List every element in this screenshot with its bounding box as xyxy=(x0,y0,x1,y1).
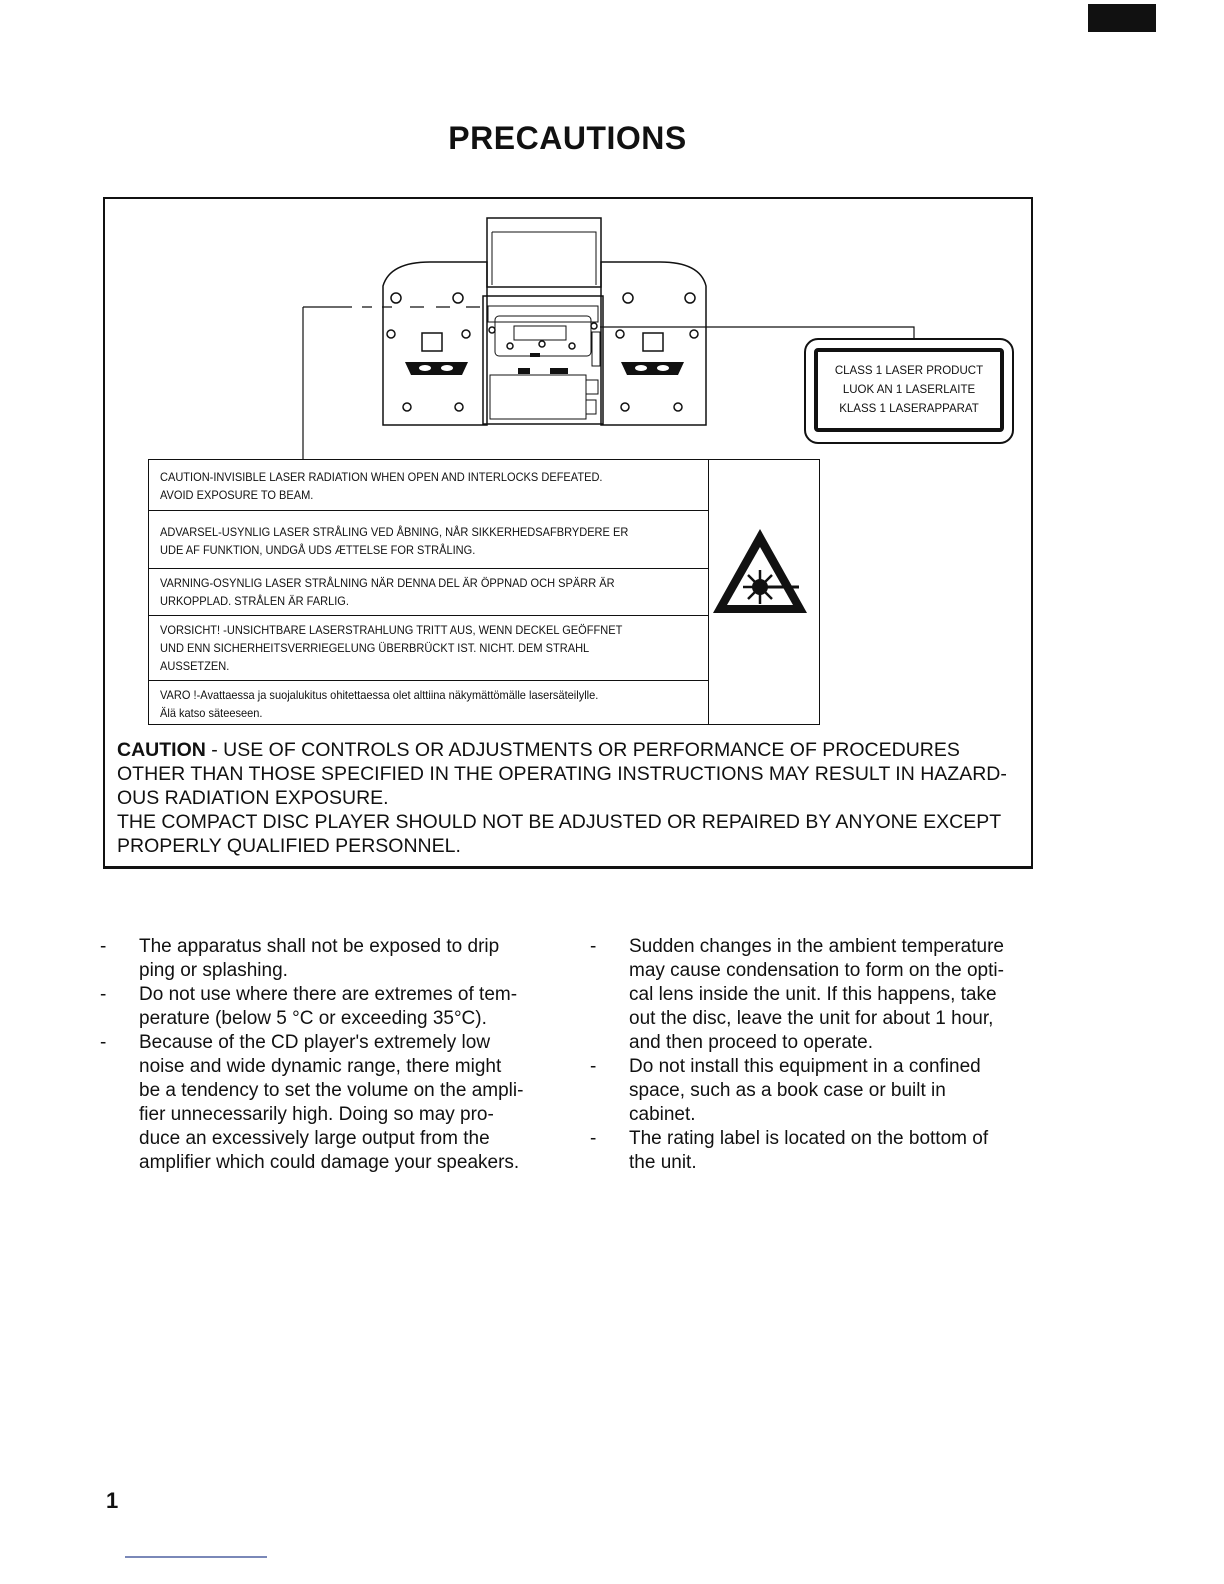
warning-line: VORSICHT! -UNSICHTBARE LASERSTRAHLUNG TRITT AUS, WENN DECKEL GEÖFFNET xyxy=(160,623,623,637)
precaution-line: Because of the CD player's extremely low xyxy=(139,1032,491,1053)
bullet-dash: - xyxy=(590,936,597,957)
precaution-line: perature (below 5 °C or exceeding 35°C). xyxy=(139,1008,487,1029)
laser-hazard-icon xyxy=(709,525,811,617)
precaution-line: be a tendency to set the volume on the ampli- xyxy=(139,1080,524,1101)
page-number: 1 xyxy=(106,1488,119,1513)
bullet-dash: - xyxy=(590,1128,597,1149)
precaution-line: space, such as a book case or built in xyxy=(629,1080,946,1101)
precaution-item xyxy=(100,935,510,983)
caution-line: - USE OF CONTROLS OR ADJUSTMENTS OR PERFORMANCE OF PROCEDURES xyxy=(205,739,960,761)
warning-finnish xyxy=(149,681,709,724)
precaution-line: out the disc, leave the unit for about 1 hour, xyxy=(629,1008,994,1029)
precaution-line: noise and wide dynamic range, there might xyxy=(139,1056,502,1077)
laser-label-line: CLASS 1 LASER PRODUCT xyxy=(834,364,984,377)
caution-line: THE COMPACT DISC PLAYER SHOULD NOT BE ADJUSTED OR REPAIRED BY ANYONE EXCEPT xyxy=(117,811,1002,833)
precaution-line: Do not use where there are extremes of tem- xyxy=(139,984,518,1005)
warning-line: Älä katso säteeseen. xyxy=(160,706,263,720)
caution-heading: CAUTION xyxy=(117,739,206,761)
precaution-item xyxy=(100,983,518,1031)
warning-swedish xyxy=(149,569,709,616)
caution-statement xyxy=(117,738,1027,858)
precaution-line: Do not install this equipment in a confined xyxy=(629,1056,981,1077)
bullet-dash: - xyxy=(100,936,107,957)
precaution-item xyxy=(590,935,1042,1055)
precaution-line: duce an excessively large output from the xyxy=(139,1128,490,1149)
precaution-line: ping or splashing. xyxy=(139,960,288,981)
precaution-line: cal lens inside the unit. If this happens, take xyxy=(629,984,997,1005)
warning-line: CAUTION-INVISIBLE LASER RADIATION WHEN OPEN AND INTERLOCKS DEFEATED. xyxy=(160,470,603,484)
warning-danish xyxy=(149,511,709,569)
warning-english xyxy=(149,460,709,511)
warning-line: UND ENN SICHERHEITSVERRIEGELUNG ÜBERBRÜCKT IST. NICHT. DEM STRAHL xyxy=(160,641,590,655)
precaution-line: Sudden changes in the ambient temperature xyxy=(629,936,1004,957)
bullet-dash: - xyxy=(590,1056,597,1077)
laser-label-line: KLASS 1 LASERAPPARAT xyxy=(839,402,979,415)
warning-line: VARO !-Avattaessa ja suojalukitus ohitettaessa olet alttiina näkymättömälle lasersäteilylle. xyxy=(160,688,599,702)
warning-line: AUSSETZEN. xyxy=(160,659,230,673)
caution-line: OUS RADIATION EXPOSURE. xyxy=(117,787,389,809)
warning-line: AVOID EXPOSURE TO BEAM. xyxy=(160,488,314,502)
precaution-line: amplifier which could damage your speakers. xyxy=(139,1152,520,1173)
warning-line: UDE AF FUNKTION, UNDGÅ UDS ÆTTELSE FOR STRÅLING. xyxy=(160,543,476,557)
precaution-line: The apparatus shall not be exposed to drip xyxy=(139,936,500,957)
warning-german xyxy=(149,616,709,681)
precaution-item xyxy=(590,1127,1042,1175)
warning-line: VARNING-OSYNLIG LASER STRÅLNING NÄR DENNA DEL ÄR ÖPPNAD OCH SPÄRR ÄR xyxy=(160,576,615,590)
precautions-left-column xyxy=(100,935,524,1175)
page-title: PRECAUTIONS xyxy=(448,120,687,156)
laser-label-line: LUOK AN 1 LASERLAITE xyxy=(842,383,976,396)
laser-class-label xyxy=(804,338,1014,444)
footer-rule xyxy=(125,1556,267,1558)
precaution-line: fier unnecessarily high. Doing so may pro- xyxy=(139,1104,494,1125)
precaution-line: and then proceed to operate. xyxy=(629,1032,874,1053)
precaution-line: may cause condensation to form on the opti- xyxy=(629,960,1004,981)
warning-line: URKOPPLAD. STRÅLEN ÄR FARLIG. xyxy=(160,594,349,608)
caution-line: OTHER THAN THOSE SPECIFIED IN THE OPERATING INSTRUCTIONS MAY RESULT IN HAZARD- xyxy=(117,763,1007,785)
precaution-line: the unit. xyxy=(629,1152,697,1173)
precaution-item xyxy=(590,1055,1042,1127)
precaution-item xyxy=(100,1031,524,1175)
bullet-dash: - xyxy=(100,984,107,1005)
warning-line: ADVARSEL-USYNLIG LASER STRÅLING VED ÅBNING, NÅR SIKKERHEDSAFBRYDERE ER xyxy=(160,525,629,539)
caution-line: PROPERLY QUALIFIED PERSONNEL. xyxy=(117,835,461,857)
precaution-line: cabinet. xyxy=(629,1104,696,1125)
precautions-right-column xyxy=(590,935,1042,1175)
precaution-line: The rating label is located on the bottom of xyxy=(629,1128,989,1149)
bullet-dash: - xyxy=(100,1032,107,1053)
